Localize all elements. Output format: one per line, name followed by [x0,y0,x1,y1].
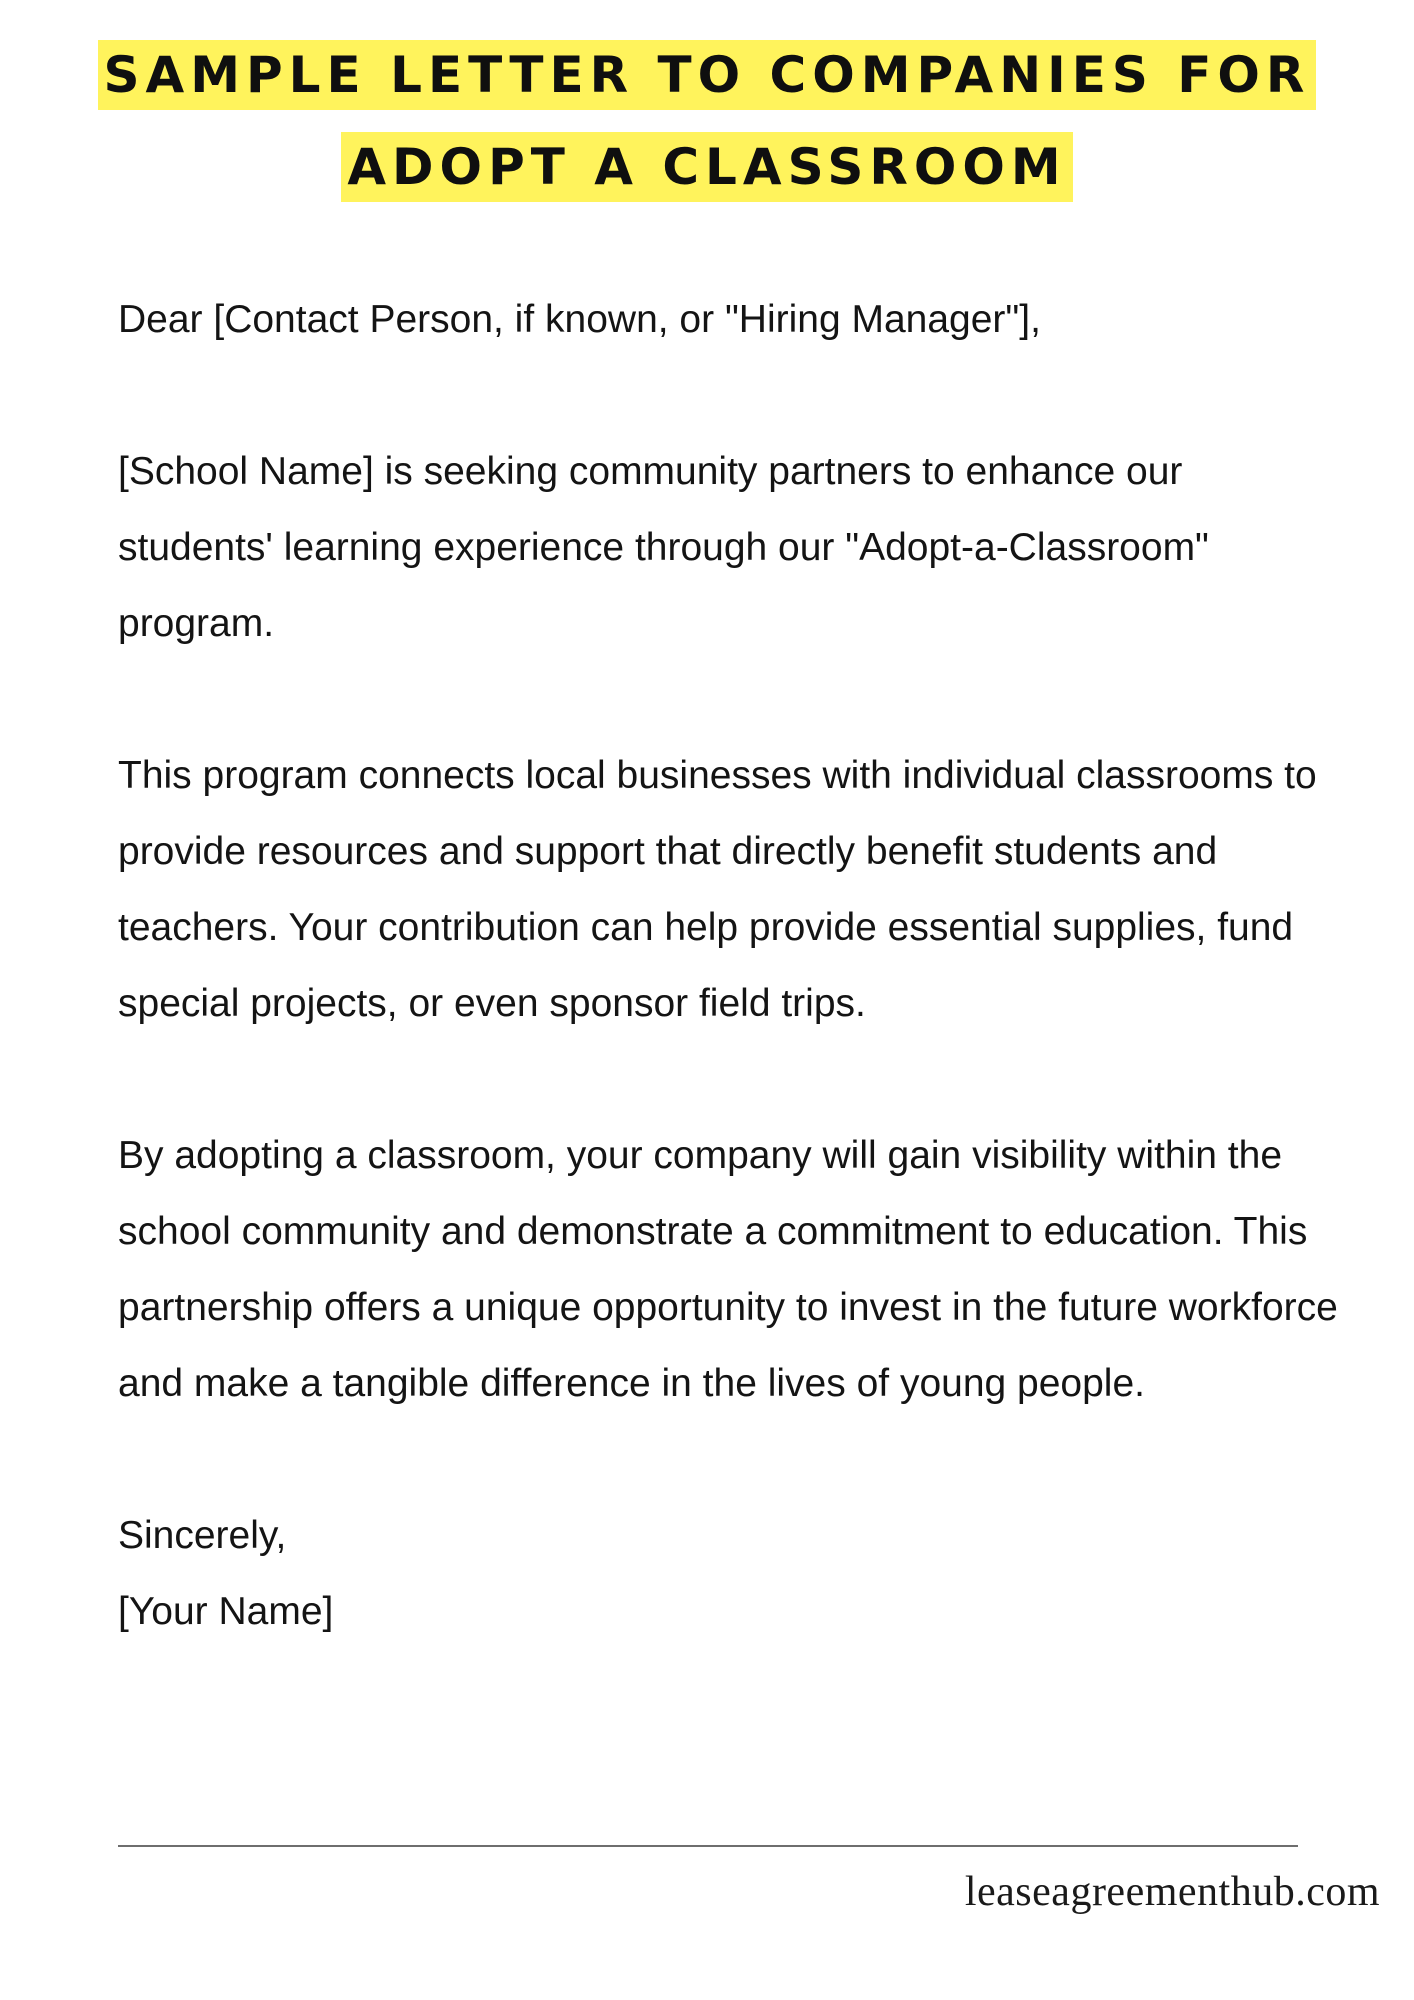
salutation: Dear [Contact Person, if known, or "Hiring Manager"], [118,298,1041,341]
footer-website: leaseagreementhub.com [964,1869,1380,1915]
signature: [Your Name] [118,1590,334,1633]
paragraph-intro: [School Name] is seeking community partners to enhance our students' learning experience through our "Adopt-a-Classroom" program. [118,450,1209,645]
letter-body [118,282,1348,1650]
page-title [0,40,1414,202]
paragraph-program: This program connects local businesses with individual classrooms to provide resources and support that directly benefit students and teachers. Your contribution can help provide essential supplies, fund special projects, or even sponsor field trips. [118,754,1317,1025]
paragraph-benefits: By adopting a classroom, your company will gain visibility within the school community and demonstrate a commitment to education. This partnership offers a unique opportunity to invest in the future workforce and make a tangible difference in the lives of young people. [118,1134,1338,1405]
title-line-1: SAMPLE LETTER TO COMPANIES FOR [98,40,1317,110]
footer-divider [118,1845,1298,1847]
title-line-2: ADOPT A CLASSROOM [341,132,1072,202]
closing: Sincerely, [118,1514,287,1557]
